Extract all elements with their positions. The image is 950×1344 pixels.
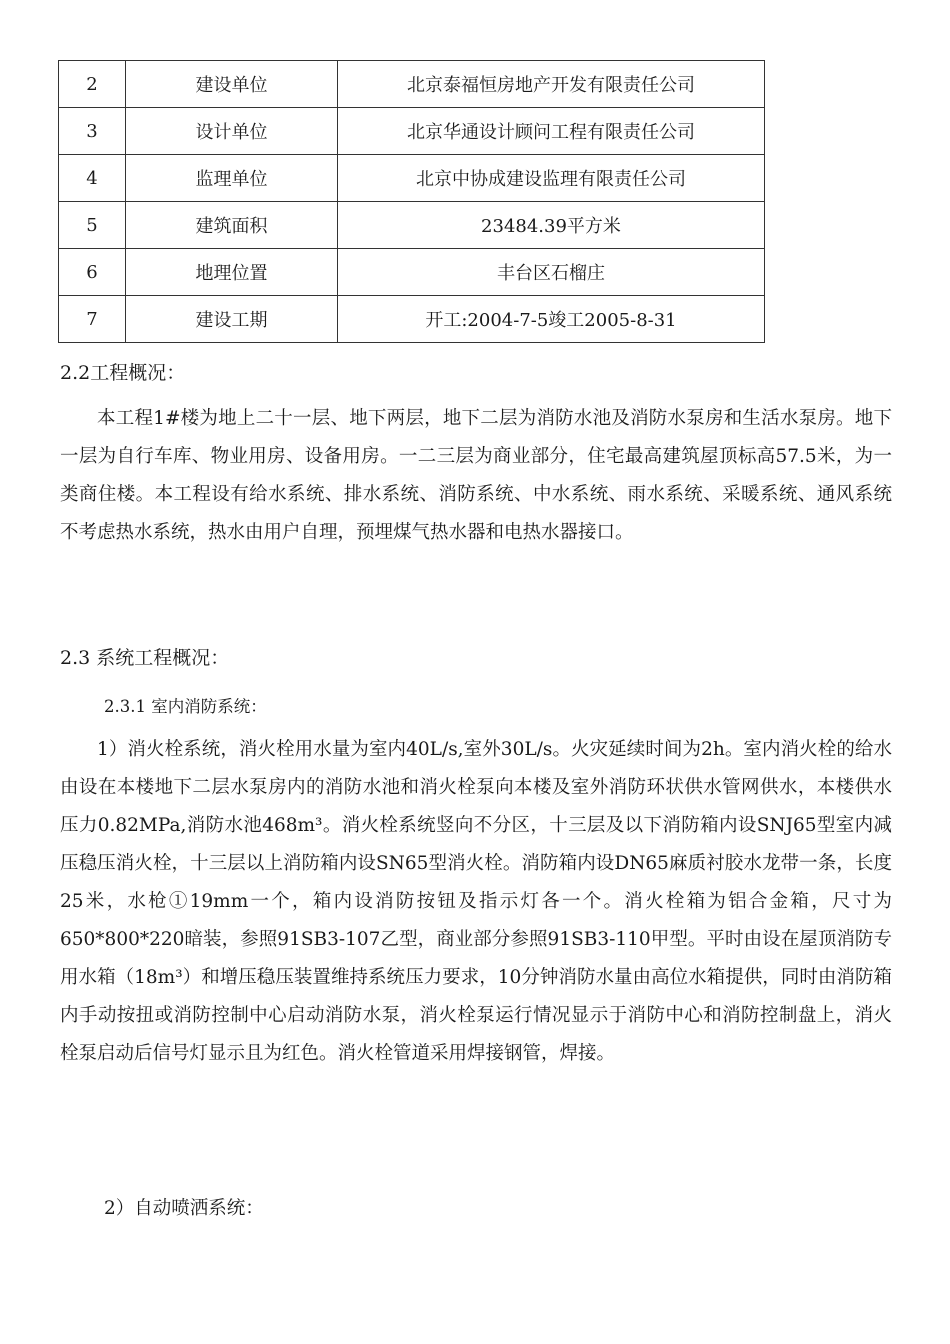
row-number: 7 xyxy=(59,296,126,343)
row-number: 5 xyxy=(59,202,126,249)
row-item: 监理单位 xyxy=(126,155,338,202)
table-row xyxy=(59,108,765,155)
table-row xyxy=(59,296,765,343)
row-number: 4 xyxy=(59,155,126,202)
row-item: 建设单位 xyxy=(126,61,338,108)
table-row xyxy=(59,249,765,296)
row-number: 6 xyxy=(59,249,126,296)
row-item: 地理位置 xyxy=(126,249,338,296)
project-overview-paragraph: 本工程1#楼为地上二十一层、地下两层，地下二层为消防水池及消防水泵房和生活水泵房。地下一层为自行车库、物业用房、设备用房。一二三层为商业部分，住宅最高建筑屋顶标高57.5米，为一类商住楼。本工程设有给水系统、排水系统、消防系统、中水系统、雨水系统、采暖系统、通风系统不考虑热水系统，热水由用户自理，预埋煤气热水器和电热水器接口。 xyxy=(60,408,892,543)
section-heading-2-2: 2.2工程概况： xyxy=(60,362,186,384)
row-item: 建设工期 xyxy=(126,296,338,343)
row-value: 开工:2004-7-5竣工2005-8-31 xyxy=(338,296,765,343)
row-value: 23484.39平方米 xyxy=(338,202,765,249)
section-heading-2-3: 2.3 系统工程概况： xyxy=(60,647,230,669)
sprinkler-system-heading: 2）自动喷洒系统： xyxy=(104,1198,264,1219)
table-row xyxy=(59,202,765,249)
subsection-heading-2-3-1: 2.3.1 室内消防系统： xyxy=(104,697,267,716)
row-number: 2 xyxy=(59,61,126,108)
row-value: 北京华通设计顾问工程有限责任公司 xyxy=(338,108,765,155)
row-value: 丰台区石榴庄 xyxy=(338,249,765,296)
hydrant-system-paragraph: 1）消火栓系统，消火栓用水量为室内40L/s,室外30L/s。火灾延续时间为2h。室内消火栓的给水由设在本楼地下二层水泵房内的消防水池和消火栓泵向本楼及室外消防环状供水管网供水，本楼供水压力0.82MPa,消防水池468m³。消火栓系统竖向不分区，十三层及以下消防箱内设SNJ65型室内减压稳压消火栓，十三层以上消防箱内设SN65型消火栓。消防箱内设DN65麻质衬胶水龙带一条，长度25米，水枪①19mm一个，箱内设消防按钮及指示灯各一个。消火栓箱为铝合金箱，尺寸为650*800*220暗装，参照91SB3-107乙型，商业部分参照91SB3-110甲型。平时由设在屋顶消防专用水箱（18m³）和增压稳压装置维持系统压力要求，10分钟消防水量由高位水箱提供，同时由消防箱内手动按扭或消防控制中心启动消防水泵，消火栓泵运行情况显示于消防中心和消防控制盘上，消火栓泵启动后信号灯显示且为红色。消火栓管道采用焊接钢管，焊接。 xyxy=(60,739,892,1064)
table-row xyxy=(59,61,765,108)
row-item: 设计单位 xyxy=(126,108,338,155)
row-value: 北京泰福恒房地产开发有限责任公司 xyxy=(338,61,765,108)
row-value: 北京中协成建设监理有限责任公司 xyxy=(338,155,765,202)
row-item: 建筑面积 xyxy=(126,202,338,249)
project-info-table xyxy=(58,60,765,343)
table-row xyxy=(59,155,765,202)
row-number: 3 xyxy=(59,108,126,155)
